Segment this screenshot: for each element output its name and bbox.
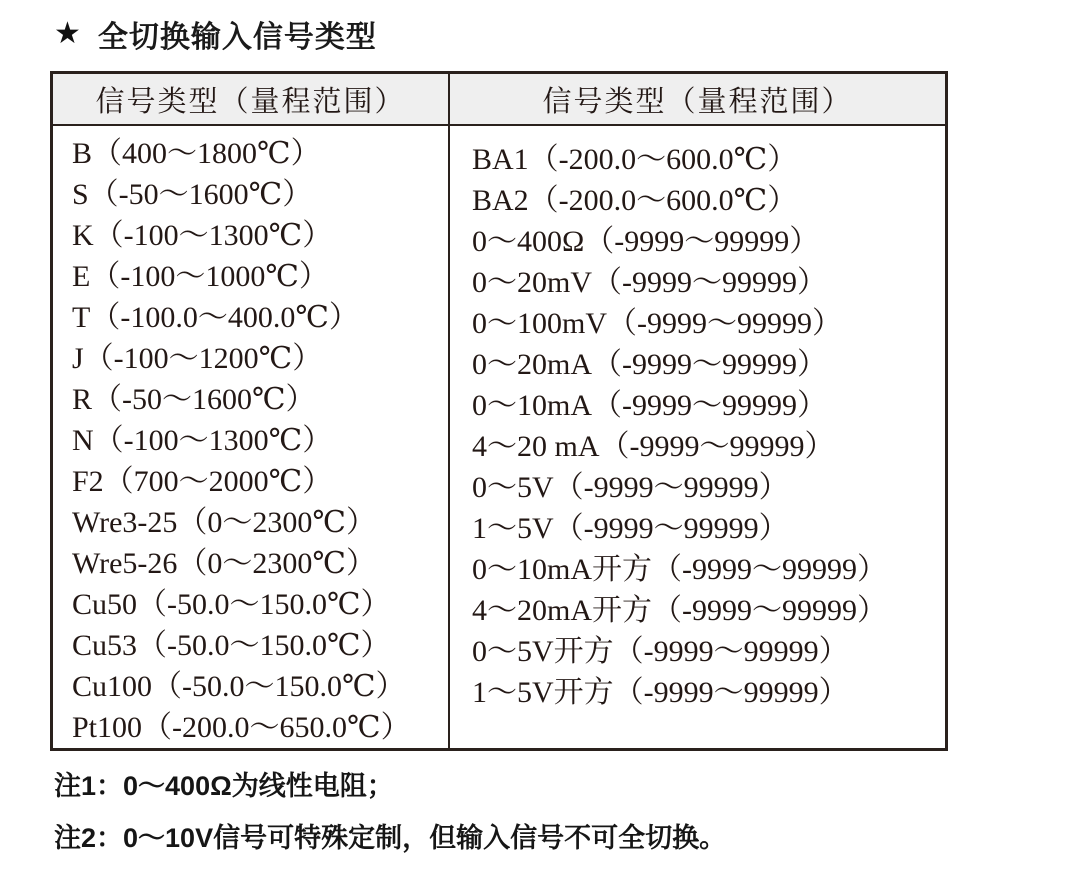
signal-row: 0～20mV（-9999～99999） bbox=[472, 266, 827, 299]
signal-row: 1～5V（-9999～99999） bbox=[472, 512, 789, 545]
signal-type-table bbox=[50, 71, 948, 751]
table-body-right bbox=[450, 126, 945, 713]
star-icon: ★ bbox=[54, 17, 82, 50]
signal-row: Cu50（-50.0～150.0℃） bbox=[72, 588, 391, 621]
signal-row: BA1（-200.0～600.0℃） bbox=[472, 143, 798, 176]
column-header-left: 信号类型（量程范围） bbox=[53, 74, 448, 126]
signal-row: J（-100～1200℃） bbox=[72, 342, 323, 375]
signal-row: Cu100（-50.0～150.0℃） bbox=[72, 670, 406, 703]
signal-row: S（-50～1600℃） bbox=[72, 178, 313, 211]
signal-row: 0～10mA（-9999～99999） bbox=[472, 389, 827, 422]
signal-row: R（-50～1600℃） bbox=[72, 383, 316, 416]
table-column-right bbox=[450, 74, 945, 748]
signal-row: B（400～1800℃） bbox=[72, 137, 321, 170]
signal-row: 0～20mA（-9999～99999） bbox=[472, 348, 827, 381]
signal-row: 0～400Ω（-9999～99999） bbox=[472, 225, 820, 258]
signal-row: E（-100～1000℃） bbox=[72, 260, 329, 293]
column-header-right: 信号类型（量程范围） bbox=[450, 74, 945, 126]
signal-row: Pt100（-200.0～650.0℃） bbox=[72, 711, 411, 744]
signal-row: T（-100.0～400.0℃） bbox=[72, 301, 359, 334]
signal-row: 0～5V开方（-9999～99999） bbox=[472, 635, 849, 668]
signal-row: Wre5-26（0～2300℃） bbox=[72, 547, 376, 580]
signal-row: 0～100mV（-9999～99999） bbox=[472, 307, 842, 340]
signal-row: F2（700～2000℃） bbox=[72, 465, 333, 498]
signal-row: 0～10mA开方（-9999～99999） bbox=[472, 553, 887, 586]
signal-row: 4～20 mA（-9999～99999） bbox=[472, 430, 835, 463]
footnotes bbox=[54, 760, 726, 864]
signal-row: 1～5V开方（-9999～99999） bbox=[472, 676, 849, 709]
footnote-2: 注2：0～10V信号可特殊定制，但输入信号不可全切换。 bbox=[54, 823, 727, 853]
signal-row: Cu53（-50.0～150.0℃） bbox=[72, 629, 391, 662]
page-title-text: 全切换输入信号类型 bbox=[97, 21, 377, 54]
page-title bbox=[54, 12, 377, 56]
signal-row: Wre3-25（0～2300℃） bbox=[72, 506, 376, 539]
table-body-left bbox=[53, 126, 448, 748]
table-column-left bbox=[53, 74, 450, 748]
signal-row: BA2（-200.0～600.0℃） bbox=[472, 184, 798, 217]
signal-row: 0～5V（-9999～99999） bbox=[472, 471, 789, 504]
signal-row: 4～20mA开方（-9999～99999） bbox=[472, 594, 887, 627]
signal-row: N（-100～1300℃） bbox=[72, 424, 333, 457]
signal-row: K（-100～1300℃） bbox=[72, 219, 333, 252]
footnote-1: 注1：0～400Ω为线性电阻； bbox=[54, 771, 394, 801]
